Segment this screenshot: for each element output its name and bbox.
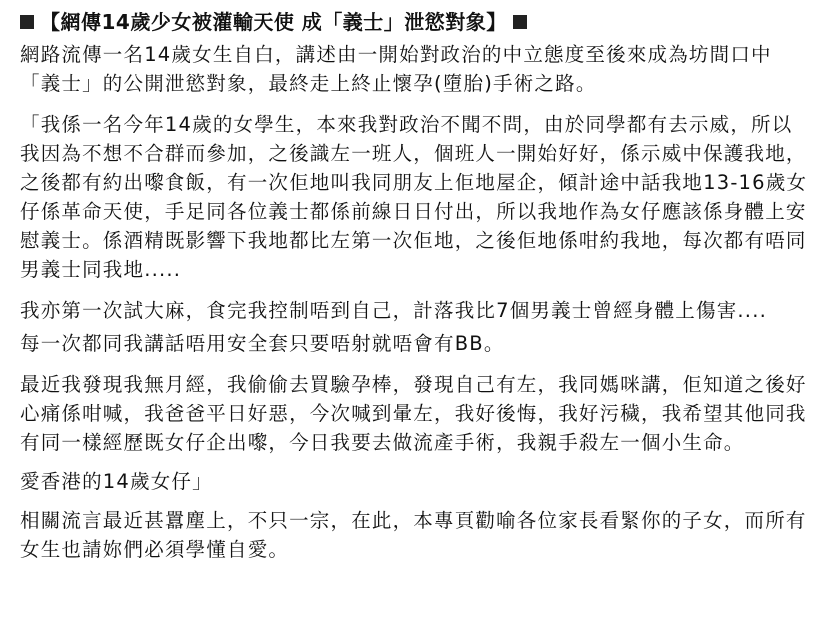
post-title: 【網傳14歲少女被灌輸天使 成「義士」泄慾對象】 bbox=[40, 10, 507, 34]
square-bullet-icon bbox=[20, 15, 34, 29]
closing-paragraph: 相關流言最近甚囂塵上，不只一宗，在此，本專頁勸喻各位家長看緊你的子女，而所有女生也請妳們必須學懂自愛。 bbox=[20, 509, 807, 561]
quote-signature: 愛香港的14歲女仔」 bbox=[20, 470, 213, 493]
post-title-row bbox=[20, 8, 822, 36]
quote-paragraph: 「我係一名今年14歲的女學生，本來我對政治不聞不問，由於同學都有去示威，所以我因為不想不合群而參加，之後識左一班人，個班人一開始好好，係示威中保護我地，之後都有約出嚟食飯，有一次佢地叫我同朋友上佢地屋企，傾計途中話我地13-16歲女仔係革命天使，手足同各位義士都係前線日日付出，所以我地作為女仔應該係身體上安慰義士。係酒精既影響下我地都比左第一次佢地，之後佢地係咁約我地，每次都有唔同男義士同我地..... bbox=[20, 113, 808, 281]
square-bullet-icon bbox=[513, 15, 527, 29]
intro-paragraph: 網路流傳一名14歲女生自白，講述由一開始對政治的中立態度至後來成為坊間口中「義士」的公開泄慾對象，最終走上終止懷孕(墮胎)手術之路。 bbox=[20, 43, 772, 95]
quote-paragraph: 我亦第一次試大麻，食完我控制唔到自己，計落我比7個男義士曾經身體上傷害.... bbox=[20, 299, 768, 322]
quote-paragraph: 每一次都同我講話唔用安全套只要唔射就唔會有BB。 bbox=[20, 332, 505, 355]
quote-paragraph: 最近我發現我無月經，我偷偷去買驗孕棒，發現自己有左，我同媽咪講，佢知道之後好心痛係咁喊，我爸爸平日好惡，今次喊到暈左，我好後悔，我好污穢，我希望其他同我有同一樣經歷既女仔企出嚟，今日我要去做流產手術，我親手殺左一個小生命。 bbox=[20, 373, 807, 454]
